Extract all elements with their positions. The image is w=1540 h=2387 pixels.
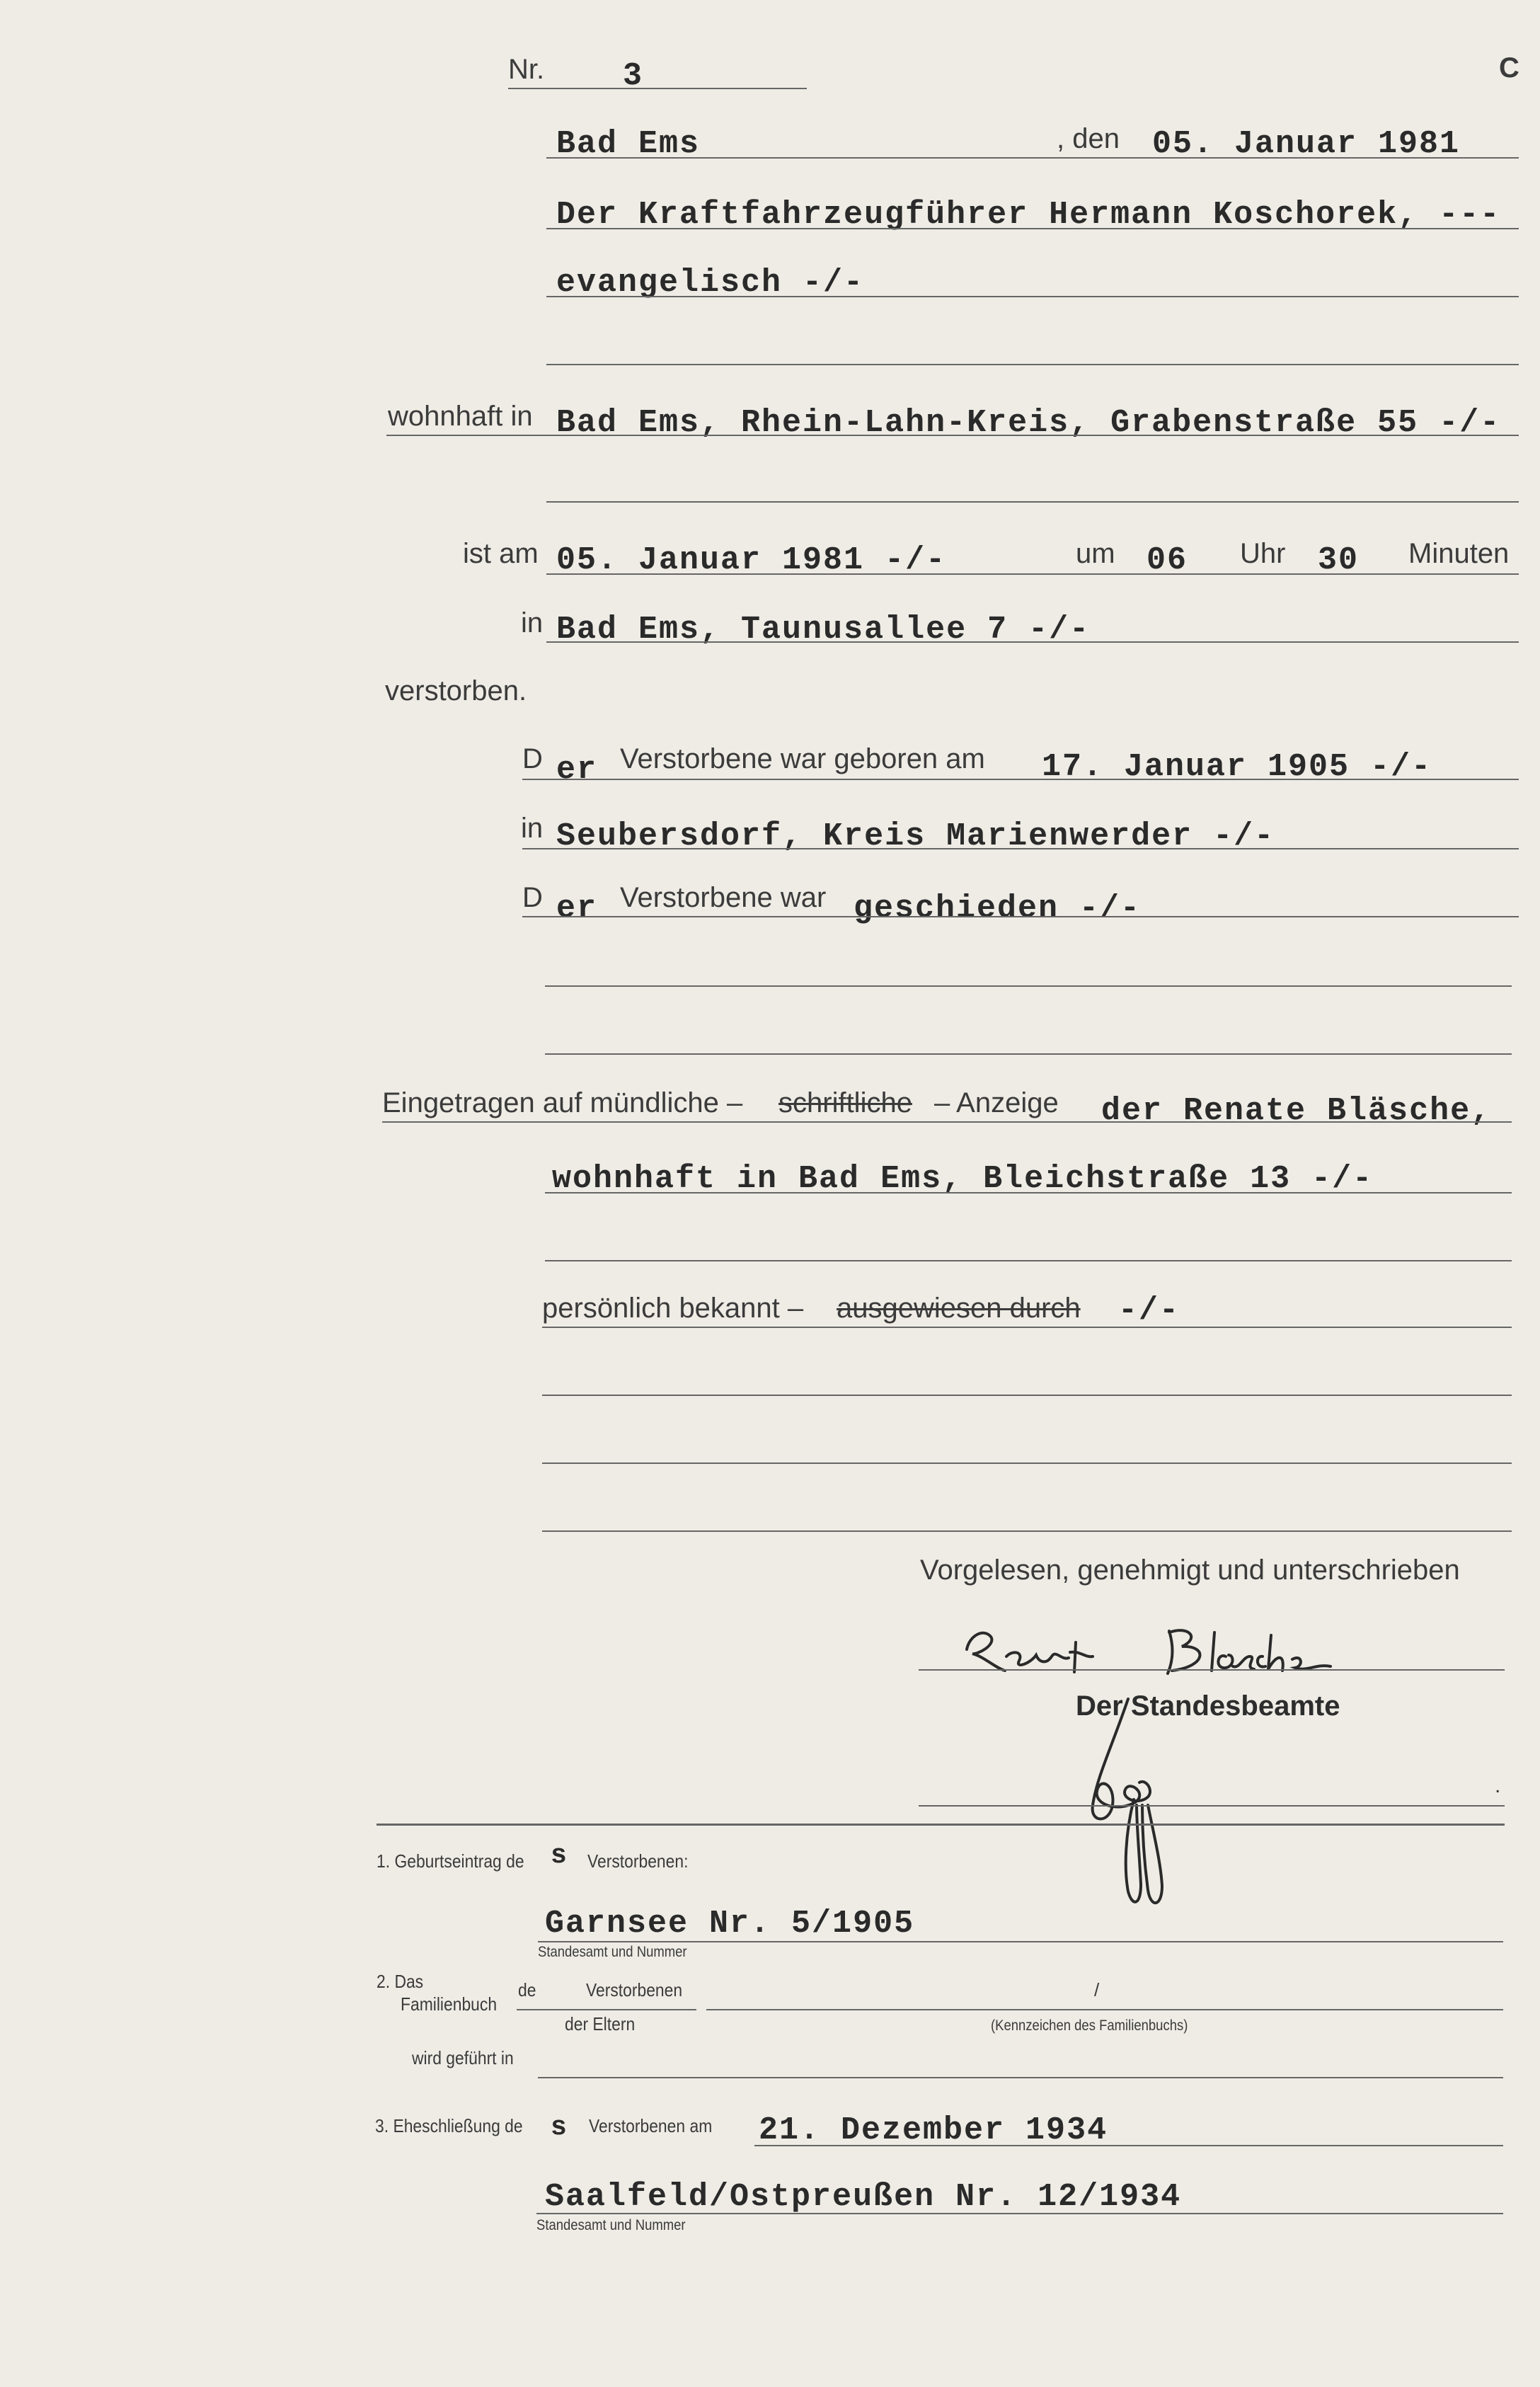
anzeige-label: – Anzeige (934, 1087, 1059, 1118)
rule-5 (545, 985, 1512, 987)
death-place-line (546, 641, 1519, 643)
s3-caption: Standesamt und Nummer (536, 2217, 686, 2233)
s2-num: 2. Das (377, 1971, 424, 1992)
ausgewiesen-struck: ausgewiesen durch (837, 1293, 1081, 1324)
birth-place: Seubersdorf, Kreis Marienwerder -/- (556, 818, 1275, 854)
rule-8 (542, 1395, 1512, 1396)
informant-line-1: der Renate Bläsche, (1101, 1093, 1492, 1129)
informant-sign-line (919, 1669, 1505, 1671)
nr-value: 3 (623, 58, 644, 94)
section-divider (377, 1824, 1505, 1826)
person-line-2: evangelisch -/- (556, 265, 865, 301)
s3-s: s (551, 2112, 568, 2143)
place: Bad Ems (556, 126, 701, 162)
ist-am-label: ist am (463, 538, 539, 569)
rule-2 (546, 296, 1519, 297)
wohnhaft-label: wohnhaft in (388, 401, 533, 432)
rule-10 (542, 1530, 1512, 1532)
birth-date: 17. Januar 1905 -/- (1042, 749, 1432, 785)
born-label: Verstorbene war geboren am (620, 743, 985, 774)
rule-9 (542, 1462, 1512, 1464)
s2-slash: / (1094, 1979, 1100, 2000)
s1-s: s (551, 1841, 568, 1871)
s1-line (538, 1941, 1503, 1942)
eingetragen-line (382, 1121, 1512, 1123)
rule-3 (546, 364, 1519, 365)
minuten-label: Minuten (1408, 538, 1510, 569)
birth-date-line (522, 779, 1519, 780)
d2-suffix: er (556, 891, 598, 927)
s1-suffix: Verstorbenen: (587, 1850, 689, 1872)
informant-signature (962, 1621, 1359, 1685)
s1-caption: Standesamt und Nummer (538, 1944, 687, 1960)
uhr-label: Uhr (1240, 538, 1286, 569)
um-label: um (1076, 538, 1115, 569)
standesbeamte-label: Der Standesbeamte (1076, 1690, 1340, 1722)
den-label: , den (1057, 123, 1120, 154)
wohnhaft-line (386, 435, 1519, 436)
birth-in-label: in (521, 813, 544, 844)
minute: 30 (1318, 542, 1360, 578)
date-line (546, 157, 1519, 159)
in-label: in (521, 607, 544, 639)
bekannt-value: -/- (1118, 1293, 1180, 1329)
informant-line (545, 1192, 1512, 1194)
s3-place: Saalfeld/Ostpreußen Nr. 12/1934 (545, 2179, 1182, 2215)
s3-place-line (536, 2213, 1503, 2214)
wohnhaft-value: Bad Ems, Rhein-Lahn-Kreis, Grabenstraße 55 -/- (556, 405, 1501, 441)
death-date-line (546, 573, 1519, 575)
nr-line (508, 88, 807, 89)
form-letter: C (1499, 52, 1519, 84)
s2-verstorbenen: Verstorbenen (586, 1979, 683, 2000)
s3-date: 21. Dezember 1934 (759, 2112, 1108, 2148)
war-label: Verstorbene war (620, 882, 827, 913)
eingetragen-label: Eingetragen auf mündliche – (382, 1087, 743, 1118)
s2-eltern: der Eltern (565, 2013, 636, 2034)
s1-value: Garnsee Nr. 5/1905 (545, 1906, 915, 1942)
s3-date-line (754, 2145, 1503, 2146)
rule-7 (545, 1260, 1512, 1261)
dot-mark: . (1495, 1774, 1501, 1797)
s2-value-line (706, 2009, 1503, 2010)
person-line-1: Der Kraftfahrzeugführer Hermann Koschorek, --- (556, 197, 1501, 233)
birth-place-line (522, 848, 1519, 849)
s2-wird: wird geführt in (412, 2047, 514, 2068)
d2-letter: D (522, 882, 543, 913)
rule-6 (545, 1053, 1512, 1055)
schriftliche-struck: schriftliche (778, 1087, 912, 1118)
rule-4 (546, 501, 1519, 503)
s3-suffix: Verstorbenen am (589, 2115, 713, 2136)
nr-label: Nr. (508, 54, 545, 85)
d1-suffix: er (556, 752, 598, 788)
death-place: Bad Ems, Taunusallee 7 -/- (556, 612, 1091, 648)
vorgelesen-text: Vorgelesen, genehmigt und unterschrieben (920, 1555, 1460, 1586)
s2-kennzeichen: (Kennzeichen des Familienbuchs) (991, 2017, 1188, 2034)
informant-line-2: wohnhaft in Bad Ems, Bleichstraße 13 -/- (552, 1161, 1374, 1197)
death-date: 05. Januar 1981 -/- (556, 542, 947, 578)
s2-de: de (518, 1979, 536, 2000)
official-sign-line (919, 1805, 1505, 1807)
bekannt-label: persönlich bekannt – (542, 1293, 804, 1324)
s2-de-line (517, 2009, 696, 2010)
verstorben-label: verstorben. (385, 675, 527, 706)
bekannt-line (542, 1327, 1512, 1328)
status-line (522, 916, 1519, 917)
hour: 06 (1147, 542, 1188, 578)
s1-label: 1. Geburtseintrag de (377, 1850, 524, 1872)
s2-familienbuch: Familienbuch (401, 1993, 498, 2015)
d1-letter: D (522, 743, 543, 774)
status: geschieden -/- (854, 891, 1142, 927)
rule-1 (546, 228, 1519, 229)
s2-wird-line (538, 2077, 1503, 2078)
date: 05. Januar 1981 (1152, 126, 1461, 162)
s3-label: 3. Eheschließung de (375, 2115, 523, 2136)
